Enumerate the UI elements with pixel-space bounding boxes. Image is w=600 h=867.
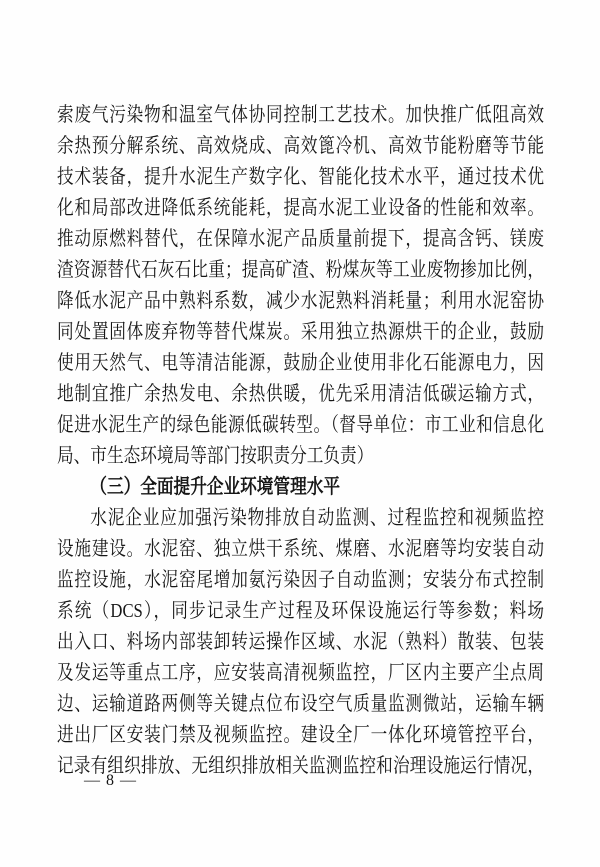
text-line: 余热预分解系统、高效烧成、高效篦冷机、高效节能粉磨等节能 <box>57 135 545 157</box>
text-line: 系统（DCS），同步记录生产过程及环保设施运行等参数；料场 <box>57 600 545 622</box>
page-number: — 8 — <box>84 772 137 789</box>
text-line: 地制宜推广余热发电、余热供暖，优先采用清洁低碳运输方式， <box>57 383 545 405</box>
text-line: 监控设施，水泥窑尾增加氨污染因子自动监测；安装分布式控制 <box>57 569 545 591</box>
text-line: 设施建设。水泥窑、独立烘干系统、煤磨、水泥磨等均安装自动 <box>57 538 545 560</box>
text-line: 局、市生态环境局等部门按职责分工负责） <box>57 445 374 467</box>
text-line: 索废气污染物和温室气体协同控制工艺技术。加快推广低阻高效 <box>57 104 545 126</box>
text-line: 降低水泥产品中熟料系数，减少水泥熟料消耗量；利用水泥窑协 <box>57 290 545 312</box>
section-heading: （三）全面提升企业环境管理水平 <box>90 476 341 498</box>
text-line: 水泥企业应加强污染物排放自动监测、过程监控和视频监控 <box>90 507 545 529</box>
text-line: 同处置固体废弃物等替代煤炭。采用独立热源烘干的企业，鼓励 <box>57 321 545 343</box>
text-line: 及发运等重点工序，应安装高清视频监控，厂区内主要产尘点周 <box>57 662 545 684</box>
text-line: 化和局部改进降低系统能耗，提高水泥工业设备的性能和效率。 <box>57 197 545 219</box>
text-line: 记录有组织排放、无组织排放相关监测监控和治理设施运行情况， <box>57 755 545 777</box>
text-line: 技术装备，提升水泥生产数字化、智能化技术水平，通过技术优 <box>57 166 545 188</box>
text-line: 进出厂区安装门禁及视频监控。建设全厂一体化环境管控平台， <box>57 724 545 746</box>
text-block <box>57 100 544 782</box>
text-line: 促进水泥生产的绿色能源低碳转型。（督导单位：市工业和信息化 <box>57 414 545 436</box>
text-line: 使用天然气、电等清洁能源，鼓励企业使用非化石能源电力，因 <box>57 352 545 374</box>
text-line: 推动原燃料替代，在保障水泥产品质量前提下，提高含钙、镁废 <box>57 228 545 250</box>
text-line: 出入口、料场内部装卸转运操作区域、水泥（熟料）散装、包装 <box>57 631 545 653</box>
text-line: 边、运输道路两侧等关键点位布设空气质量监测微站，运输车辆 <box>57 693 545 715</box>
text-line: 渣资源替代石灰石比重；提高矿渣、粉煤灰等工业废物掺加比例， <box>57 259 545 281</box>
